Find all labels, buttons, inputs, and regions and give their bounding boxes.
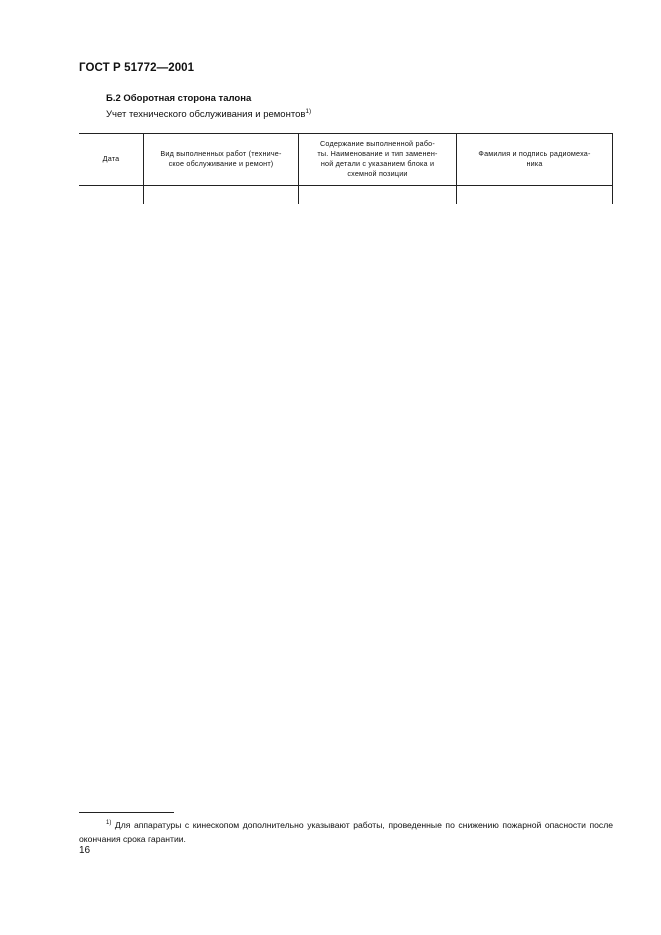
footnote-text: Для аппаратуры с кинескопом дополнительно указывают работы, проведенные по снижению пожарной опасности после окончания срока гарантии. — [79, 820, 613, 844]
document-code: ГОСТ Р 51772—2001 — [79, 62, 195, 74]
service-record-table — [79, 133, 613, 204]
section-subtitle-text: Учет технического обслуживания и ремонтов — [106, 109, 306, 120]
table-right-border — [612, 133, 613, 204]
table-header-work-content: Содержание выполненной рабо- ты. Наименование и тип заменен- ной детали с указанием блока и схемной позиции — [317, 139, 438, 178]
footnote — [79, 816, 613, 846]
footnote-separator — [79, 812, 174, 813]
page-number: 16 — [79, 845, 91, 856]
table-header-divider — [79, 185, 613, 186]
table-header-technician: Фамилия и подпись радиомеха- ника — [478, 149, 591, 168]
footnote-marker: 1) — [106, 820, 112, 826]
table-header-date: Дата — [102, 154, 120, 163]
section-title: Б.2 Оборотная сторона талона — [106, 93, 252, 104]
section-subtitle — [106, 108, 311, 120]
table-header-work-type: Вид выполненных работ (техниче- ское обслуживание и ремонт) — [160, 149, 282, 168]
footnote-reference: 1) — [305, 108, 312, 115]
